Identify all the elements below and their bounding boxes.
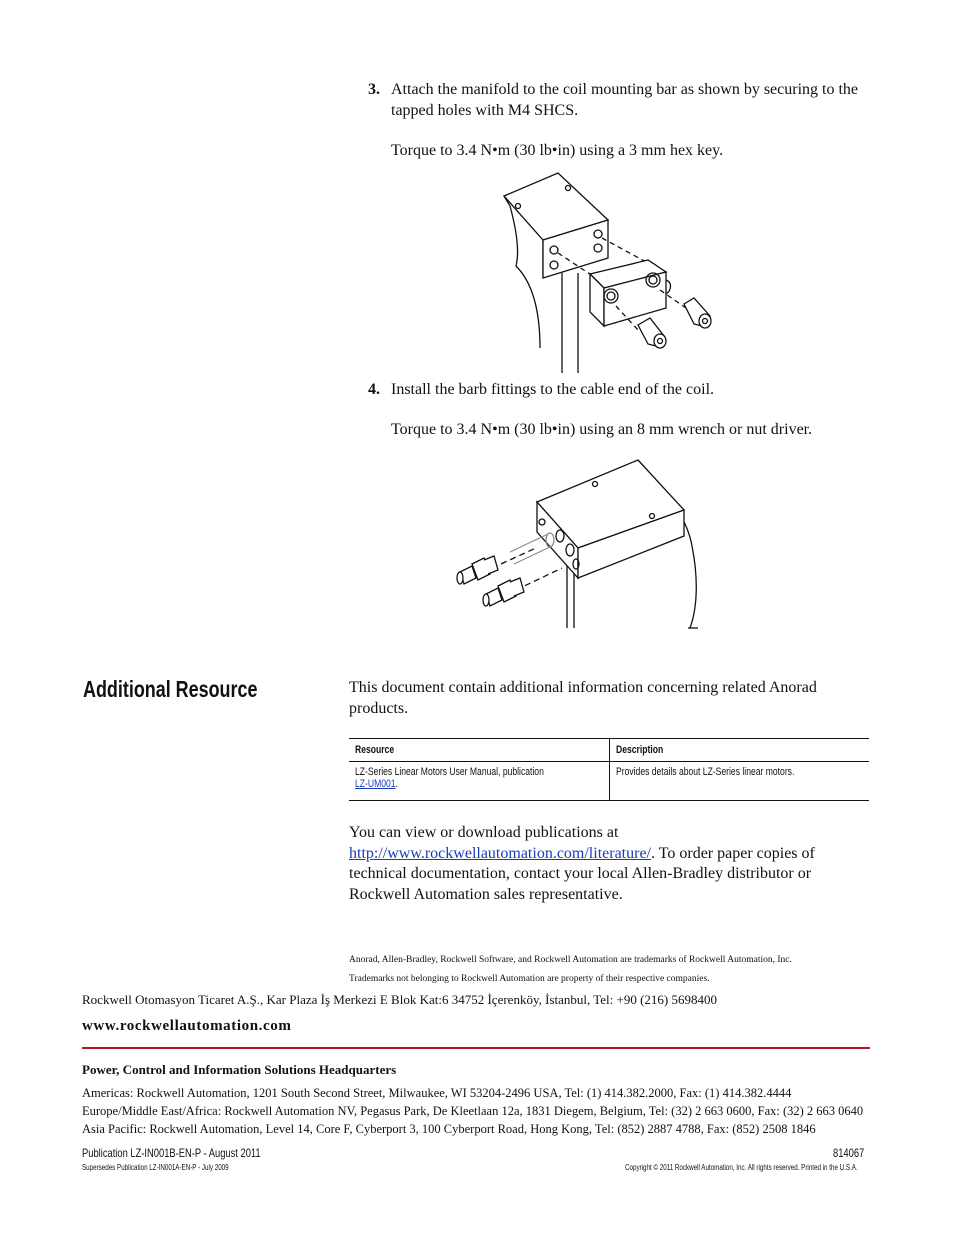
step-4-number: 4.: [368, 381, 380, 398]
cell-resource: [349, 762, 610, 801]
section-heading: Additional Resource: [83, 676, 258, 702]
additional-resource-intro: [349, 678, 869, 719]
part-number: 814067: [833, 1146, 865, 1160]
step-3-text: [391, 80, 871, 121]
trademark-line2: Trademarks not belonging to Rockwell Automation are property of their respective companies.: [349, 974, 710, 984]
supersedes-note: Supersedes Publication LZ-IN001A-EN-P - July 2009: [82, 1163, 229, 1172]
view-line4: Rockwell Automation sales representative.: [349, 885, 623, 903]
hq-addresses: [82, 1084, 863, 1138]
publication-number: Publication LZ-IN001B-EN-P - August 2011: [82, 1146, 261, 1160]
header-description: Description: [610, 739, 870, 762]
table-header-row: [349, 739, 869, 762]
manifold-mounting-figure: [498, 168, 728, 376]
step-3-line1: Attach the manifold to the coil mounting bar as shown by securing to the: [391, 81, 859, 98]
hq-title: Power, Control and Information Solutions Headquarters: [82, 1062, 397, 1077]
resource-table-wrapper: [349, 738, 869, 801]
step-4-line1: Install the barb fittings to the cable end of the coil.: [391, 381, 715, 398]
publications-paragraph: [349, 823, 869, 905]
cell-description: Provides details about LZ-Series linear motors.: [610, 762, 870, 801]
apac-address: Asia Pacific: Rockwell Automation, Level 14, Core F, Cyberport 3, 100 Cyberport Road, Hong Kong, Tel: (852) 2887 4788, Fax: (852) 2508 1846: [82, 1122, 816, 1136]
step-3-number: 3.: [368, 81, 380, 98]
trademarks-notice: [349, 951, 792, 989]
emea-address: Europe/Middle East/Africa: Rockwell Automation NV, Pegasus Park, De Kleetlaan 12a, 1831 Diegem, Belgium, Tel: (32) 2 663 0600, Fax: (32) 2 663 0640: [82, 1104, 864, 1118]
americas-address: Americas: Rockwell Automation, 1201 South Second Street, Milwaukee, WI 53204-2496 USA, Tel: (1) 414.382.2000, Fax: (1) 414.382.4444: [82, 1086, 792, 1100]
barb-fittings-figure: [452, 456, 702, 632]
resource-line1: LZ-Series Linear Motors User Manual, publication: [355, 766, 544, 778]
view-line1: You can view or download publications at: [349, 824, 619, 841]
intro-line1: This document contain additional information concerning related Anorad: [349, 679, 817, 696]
header-resource: Resource: [349, 739, 610, 762]
trademark-line1: Anorad, Allen-Bradley, Rockwell Software, and Rockwell Automation are trademarks of Rockwell Automation, Inc.: [349, 955, 792, 965]
footer-divider: [82, 1047, 870, 1049]
step-3-torque: Torque to 3.4 N•m (30 lb•in) using a 3 mm hex key.: [391, 142, 724, 159]
turkey-address: Rockwell Otomasyon Ticaret A.Ş., Kar Plaza İş Merkezi E Blok Kat:6 34752 İçerenköy, İstanbul, Tel: +90 (216) 5698400: [82, 992, 718, 1007]
view-line3: technical documentation, contact your local Allen-Bradley distributor or: [349, 865, 812, 882]
website-url[interactable]: www.rockwellautomation.com: [82, 1018, 292, 1034]
resource-table: [349, 738, 869, 801]
resource-suffix: .: [395, 778, 398, 790]
step-4-torque: Torque to 3.4 N•m (30 lb•in) using an 8 mm wrench or nut driver.: [391, 421, 813, 438]
intro-line2: products.: [349, 699, 409, 717]
copyright-notice: Copyright © 2011 Rockwell Automation, Inc. All rights reserved. Printed in the U.S.A.: [625, 1163, 858, 1172]
view-line2-rest: . To order paper copies of: [651, 844, 815, 862]
step-3-line2: tapped holes with M4 SHCS.: [391, 101, 579, 119]
lz-um001-link[interactable]: LZ-UM001: [355, 778, 396, 790]
literature-link[interactable]: http://www.rockwellautomation.com/literature/: [349, 844, 651, 862]
table-row: [349, 762, 869, 801]
